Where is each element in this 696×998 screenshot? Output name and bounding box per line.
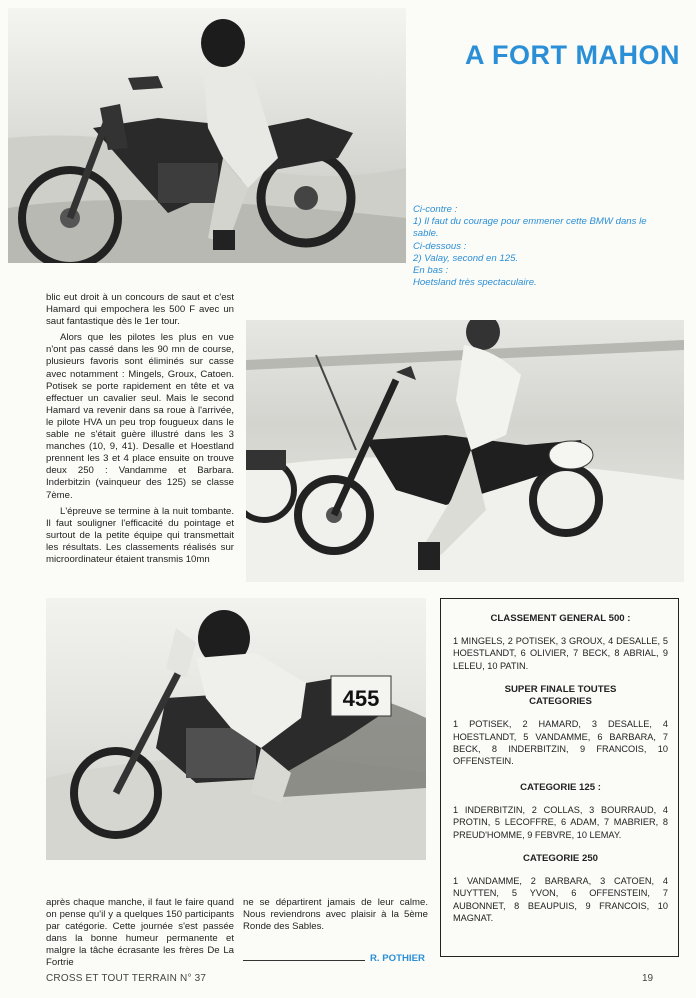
article-paragraph: après chaque manche, il faut le faire quand on pense qu'il y a quelques 150 participants par catégorie. Cette journée s'est passée dans la bonne humeur permanente et malgre la tâche écrasante les frères De La Fortrie xyxy=(46,897,234,969)
article-paragraph: Alors que les pilotes les plus en vue n'ont pas cassé dans les 90 mn de course, plusieurs favoris sont éliminés sur casse avec notamment : Mingels, Groux, Catoen. Potisek se porte rapidement en tête et va effectuer un cavalier seul. Mais le second Hamard va revenir dans sa roue à l'arrivée, le pilote HVA un peu trop fougueux dans le sable ne s'était guère illustré dans les 3 manches (10, 9, 41). Desalle et Hoestland prennent les 3 et 4 place ensuite on trouve deux 250 : Vandamme et Barbara. Inderbitzin (vainqueur des 125) se classe 7ème. xyxy=(46,332,234,501)
results-text-500: 1 MINGELS, 2 POTISEK, 3 GROUX, 4 DESALLE, 5 HOESTLANDT, 6 OLIVIER, 7 BECK, 8 ABRIAL, 9 LELEU, 10 PATIN. xyxy=(453,636,668,671)
results-heading-250: CATEGORIE 250 xyxy=(523,853,598,865)
photo-valay xyxy=(246,320,684,582)
caption-line: 2) Valay, second en 125. xyxy=(413,252,519,264)
caption-line: Ci-contre : xyxy=(413,204,458,215)
results-heading-super-finale: SUPER FINALE TOUTES CATEGORIES xyxy=(504,684,617,708)
page-title: A FORT MAHON xyxy=(465,40,680,70)
race-number: 455 xyxy=(342,686,380,711)
article-paragraph: L'épreuve se termine à la nuit tombante. Il faut souligner l'efficacité du pointage et surtout de la petite équipe qui transmettait les résultats. Les classements réalisés sur microordinateur étaient transmis 10mn xyxy=(46,505,234,565)
caption-line: Hoetsland très spectaculaire. xyxy=(413,277,537,289)
results-heading-500: CLASSEMENT GENERAL 500 : xyxy=(490,613,631,624)
results-heading-125: CATEGORIE 125 : xyxy=(520,781,601,793)
article-paragraph: ne se départirent jamais de leur calme. Nous reviendrons avec plaisir à la 5ème Ronde des Sables. xyxy=(243,897,428,933)
photo-bmw-rider xyxy=(8,8,406,263)
magazine-footer: CROSS ET TOUT TERRAIN N° 37 xyxy=(46,973,207,984)
results-box xyxy=(440,598,679,957)
caption-line: En bas : xyxy=(413,265,449,277)
results-text-super-finale: 1 POTISEK, 2 HAMARD, 3 DESALLE, 4 HOESTLANDT, 5 VANDAMME, 6 BARBARA, 7 BECK, 8 INDERBITZIN, 9 FRANCOIS, 10 OFFENSTEIN. xyxy=(453,719,668,767)
article-column-2 xyxy=(46,897,234,974)
caption-line: 1) Il faut du courage pour emmener cette BMW dans le sable. xyxy=(413,216,647,240)
author-name: R. POTHIER xyxy=(370,953,425,964)
page-number: 19 xyxy=(642,973,654,984)
article-column-3 xyxy=(243,897,428,937)
article-column-1 xyxy=(46,292,234,570)
author-rule xyxy=(243,960,365,961)
photo-caption xyxy=(413,204,663,289)
results-text-250: 1 VANDAMME, 2 BARBARA, 3 CATOEN, 4 NUYTTEN, 5 YVON, 6 OFFENSTEIN, 7 AUBONNET, 8 BEAUPUIS, 9 FRANCOIS, 10 MAGNAT. xyxy=(453,876,668,924)
article-paragraph: blic eut droit à un concours de saut et c'est Hamard qui empochera les 500 F avec un saut fantastique dès le 1er tour. xyxy=(46,292,234,328)
photo-hoetsland xyxy=(46,598,426,860)
caption-line: Ci-dessous : xyxy=(413,240,467,252)
results-text-125: 1 INDERBITZIN, 2 COLLAS, 3 BOURRAUD, 4 PROTIN, 5 LECOFFRE, 6 ADAM, 7 MABRIER, 8 PREUD'HOMME, 9 FEBVRE, 10 LEMAY. xyxy=(453,804,668,840)
